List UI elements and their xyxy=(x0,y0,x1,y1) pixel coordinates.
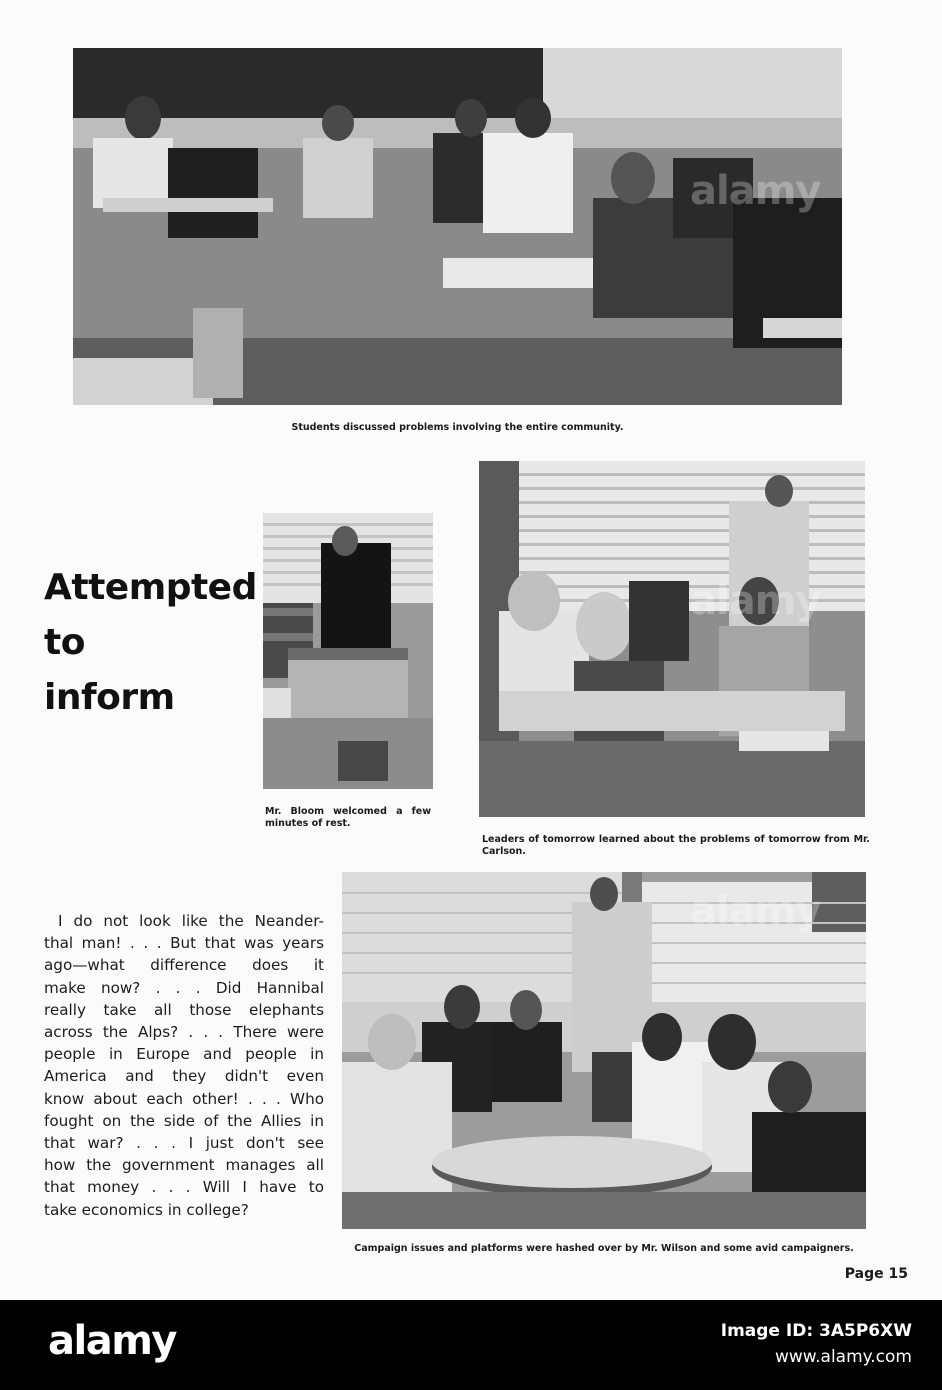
mr-wilson-caption: Campaign issues and platforms were hashed over by Mr. Wilson and some avid campaigners. xyxy=(354,1243,854,1254)
mr-bloom-photo xyxy=(263,513,433,789)
classroom-discussion-caption: Students discussed problems involving the entire community. xyxy=(291,422,624,433)
body-line: that money . . . Will I have to xyxy=(44,1178,324,1197)
body-line: thal man! . . . But that was years xyxy=(44,934,324,953)
body-line: ago—what difference does it xyxy=(44,956,324,975)
headline-line: inform xyxy=(44,677,175,718)
body-line: America and they didn't even xyxy=(44,1067,324,1086)
body-line: fought on the side of the Allies in xyxy=(44,1111,324,1130)
body-line: that war? . . . I just don't see xyxy=(44,1134,324,1153)
body-line: know about each other! . . . Who xyxy=(44,1089,324,1108)
body-line: really take all those elephants xyxy=(44,1000,324,1019)
footer-meta xyxy=(721,1318,912,1370)
mr-bloom-caption: Mr. Bloom welcomed a few minutes of rest. xyxy=(265,806,431,829)
headline-line: Attempted xyxy=(44,567,257,608)
watermark: alamy xyxy=(690,888,821,934)
body-line: take economics in college? xyxy=(44,1200,249,1219)
site-url: www.alamy.com xyxy=(774,1347,912,1367)
body-line: people in Europe and people in xyxy=(44,1045,324,1064)
image-id: Image ID: 3A5P6XW xyxy=(720,1321,912,1341)
classroom-discussion-illustration xyxy=(73,48,842,405)
mr-bloom-illustration xyxy=(263,513,433,789)
watermark: alamy xyxy=(690,168,821,214)
mr-wilson-photo xyxy=(342,872,866,1229)
mr-carlson-illustration xyxy=(479,461,865,817)
headline-line: to xyxy=(44,622,85,663)
mr-carlson-caption: Leaders of tomorrow learned about the problems of tomorrow from Mr. Carlson. xyxy=(482,834,870,857)
watermark: alamy xyxy=(690,578,821,624)
alamy-logo: alamy xyxy=(48,1318,176,1364)
body-line: I do not look like the Neander- xyxy=(58,912,324,930)
mr-carlson-photo xyxy=(479,461,865,817)
body-line: how the government manages all xyxy=(44,1156,324,1175)
mr-wilson-illustration xyxy=(342,872,866,1229)
page-number: Page 15 xyxy=(844,1266,908,1282)
body-line: make now? . . . Did Hannibal xyxy=(44,978,324,997)
classroom-discussion-photo xyxy=(73,48,842,405)
page-headline xyxy=(44,560,257,725)
body-line: across the Alps? . . . There were xyxy=(44,1023,324,1042)
body-text xyxy=(44,910,324,1221)
